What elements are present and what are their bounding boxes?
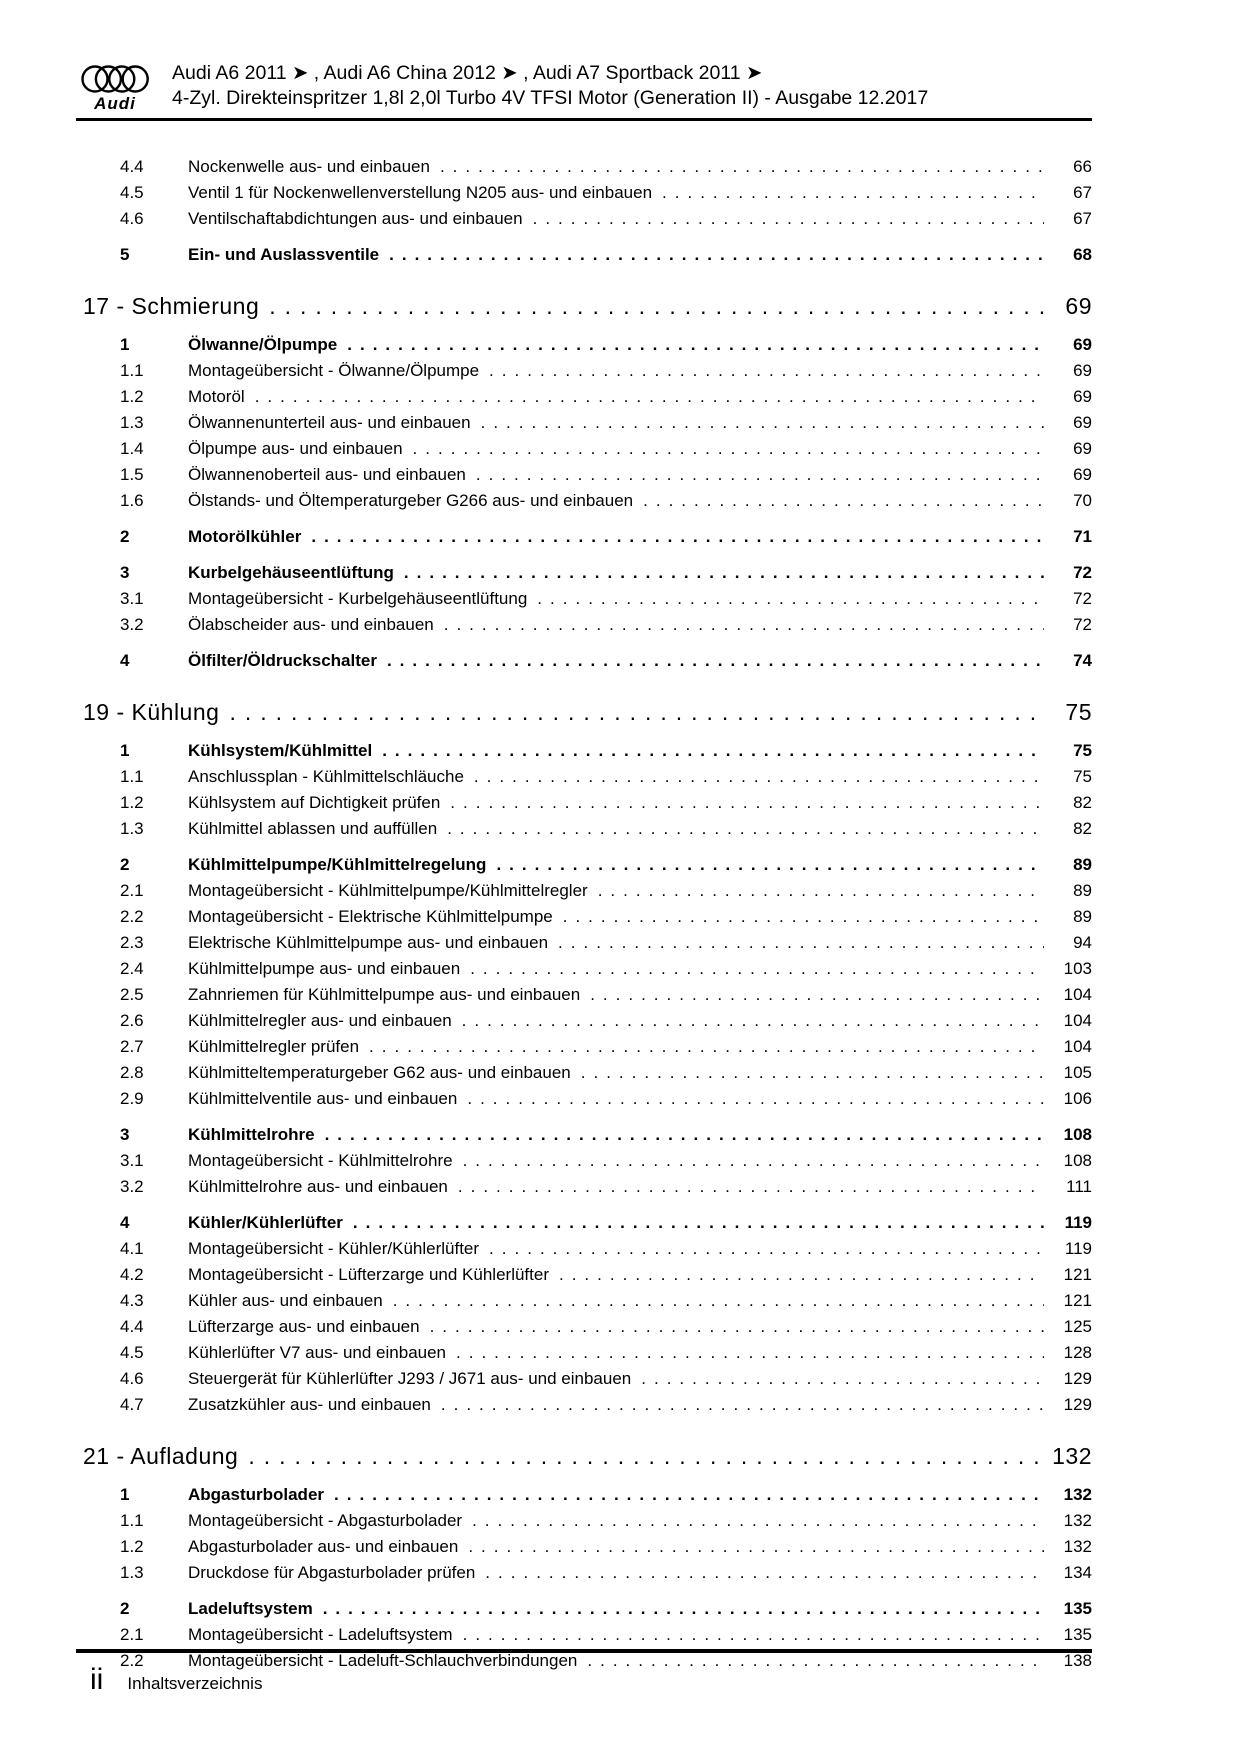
toc-entry-number: 1.2 [120, 387, 144, 406]
toc-entry-number: 4.3 [120, 1291, 144, 1310]
toc-entry-number: 4.6 [120, 209, 144, 228]
toc-entry-number: 1.4 [120, 439, 144, 458]
toc-entry-title: Kühler/Kühlerlüfter [188, 1213, 343, 1232]
toc-entry-title: Montageübersicht - Ladeluftsystem [188, 1625, 453, 1644]
toc-entry[interactable] [76, 612, 1092, 638]
toc-entry-page: 71 [1073, 527, 1092, 546]
toc-entry[interactable] [76, 982, 1092, 1008]
toc-entry-page: 69 [1073, 361, 1092, 380]
table-of-contents [76, 121, 1092, 1674]
toc-entry-number: 2.1 [120, 1625, 144, 1644]
dot-leader [369, 1034, 1044, 1060]
toc-entry-title: Kühlmittelrohre aus- und einbauen [188, 1177, 448, 1196]
toc-entry-page: 134 [1063, 1563, 1092, 1582]
toc-entry-title: Montageübersicht - Ölwanne/Ölpumpe [188, 361, 480, 380]
toc-entry-number: 1.1 [120, 361, 144, 380]
dot-leader [476, 462, 1044, 488]
toc-entry-page: 75 [1065, 699, 1092, 725]
dot-leader [255, 384, 1044, 410]
toc-entry-number: 4.2 [120, 1265, 144, 1284]
toc-entry-number: 2.4 [120, 959, 144, 978]
toc-entry-number: 1.2 [120, 793, 144, 812]
toc-entry-number: 3.2 [120, 1177, 144, 1196]
toc-entry-number: 2.1 [120, 881, 144, 900]
dot-leader [311, 524, 1044, 550]
toc-entry-number: 4.5 [120, 1343, 144, 1362]
toc-entry-number: 3.2 [120, 615, 144, 634]
toc-entry-title: Kühlerlüfter V7 aus- und einbauen [188, 1343, 447, 1362]
toc-entry-title: Abgasturbolader [188, 1485, 325, 1504]
dot-leader [382, 738, 1044, 764]
toc-entry[interactable] [76, 332, 1092, 358]
toc-entry-page: 108 [1063, 1125, 1092, 1144]
toc-entry-title: Ladeluftsystem [188, 1599, 313, 1618]
toc-entry[interactable] [76, 696, 1092, 728]
toc-entry-page: 125 [1063, 1317, 1092, 1336]
dot-leader [496, 852, 1044, 878]
toc-entry[interactable] [76, 1366, 1092, 1392]
toc-entry-title: Montageübersicht - Kühlmittelpumpe/Kühlmittelregler [188, 881, 588, 900]
toc-entry-title: Kühlmittelrohre [188, 1125, 315, 1144]
toc-entry-number: 1.3 [120, 819, 144, 838]
toc-entry[interactable] [76, 180, 1092, 206]
toc-entry-number: 2 [120, 527, 130, 546]
toc-entry-number: 4 [120, 651, 130, 670]
toc-entry-title: Ölabscheider aus- und einbauen [188, 615, 434, 634]
toc-entry-page: 121 [1063, 1291, 1092, 1310]
page-header [76, 60, 1092, 114]
toc-entry-title: Ölwanne/Ölpumpe [188, 335, 338, 354]
toc-entry-title: Kühlsystem auf Dichtigkeit prüfen [188, 793, 441, 812]
dot-leader [393, 1288, 1044, 1314]
toc-entry-number: 1.2 [120, 1537, 144, 1556]
toc-entry[interactable] [76, 764, 1092, 790]
toc-entry-number: 1 [120, 1485, 130, 1504]
toc-entry[interactable] [76, 1534, 1092, 1560]
toc-entry-page: 72 [1073, 589, 1092, 608]
toc-entry-title: Ölwannenoberteil aus- und einbauen [188, 465, 466, 484]
toc-entry[interactable] [76, 1482, 1092, 1508]
footer-section-label: Inhaltsverzeichnis [127, 1674, 263, 1693]
toc-entry[interactable] [76, 1148, 1092, 1174]
toc-entry-page: 67 [1073, 209, 1092, 228]
toc-entry-title: Druckdose für Abgasturbolader prüfen [188, 1563, 476, 1582]
toc-entry[interactable] [76, 1440, 1092, 1472]
header-title-block [172, 60, 928, 111]
toc-entry-page: 103 [1063, 959, 1092, 978]
toc-entry-page: 69 [1073, 439, 1092, 458]
toc-entry-page: 69 [1073, 465, 1092, 484]
toc-entry[interactable] [76, 1060, 1092, 1086]
toc-entry-title: Kühlmitteltemperaturgeber G62 aus- und einbauen [188, 1063, 571, 1082]
toc-entry[interactable] [76, 488, 1092, 514]
toc-entry-title: Motoröl [188, 387, 245, 406]
toc-entry-page: 82 [1073, 819, 1092, 838]
toc-entry-number: 1.3 [120, 413, 144, 432]
toc-entry[interactable] [76, 956, 1092, 982]
dot-leader [447, 816, 1044, 842]
toc-entry-page: 82 [1073, 793, 1092, 812]
toc-entry-page: 69 [1073, 413, 1092, 432]
toc-entry-number: 4.1 [120, 1239, 144, 1258]
toc-entry-page: 68 [1073, 245, 1092, 264]
toc-entry[interactable] [76, 1288, 1092, 1314]
toc-entry-number: 2 [120, 855, 130, 874]
dot-leader [563, 904, 1044, 930]
dot-leader [347, 332, 1044, 358]
toc-entry[interactable] [76, 384, 1092, 410]
toc-entry-title: Ölwannenunterteil aus- und einbauen [188, 413, 471, 432]
dot-leader [470, 956, 1044, 982]
page-footer [76, 1649, 1092, 1695]
toc-entry[interactable] [76, 1122, 1092, 1148]
toc-entry-number: 3.1 [120, 1151, 144, 1170]
toc-entry[interactable] [76, 1392, 1092, 1418]
toc-entry-number: 3.1 [120, 589, 144, 608]
toc-entry[interactable] [76, 242, 1092, 268]
toc-entry-number: 2.3 [120, 933, 144, 952]
dot-leader [444, 612, 1044, 638]
toc-entry-number: 2.9 [120, 1089, 144, 1108]
toc-entry[interactable] [76, 852, 1092, 878]
dot-leader [537, 586, 1044, 612]
dot-leader [430, 1314, 1044, 1340]
toc-entry-title: Kühlmittelpumpe/Kühlmittelregelung [188, 855, 487, 874]
dot-leader [387, 648, 1044, 674]
toc-entry-number: 4.6 [120, 1369, 144, 1388]
toc-entry[interactable] [76, 1508, 1092, 1534]
toc-entry-title: Ventilschaftabdichtungen aus- und einbauen [188, 209, 523, 228]
toc-entry-page: 89 [1073, 881, 1092, 900]
toc-entry-number: 1.6 [120, 491, 144, 510]
toc-entry-page: 74 [1073, 651, 1092, 670]
dot-leader [467, 1086, 1044, 1112]
toc-entry-number: 1.1 [120, 1511, 144, 1530]
dot-leader [643, 488, 1044, 514]
dot-leader [481, 410, 1044, 436]
dot-leader [590, 982, 1044, 1008]
toc-entry-page: 132 [1052, 1443, 1092, 1469]
toc-entry-title: Ventil 1 für Nockenwellenverstellung N205 aus- und einbauen [188, 183, 653, 202]
audi-logo [76, 60, 154, 114]
toc-entry-page: 72 [1073, 615, 1092, 634]
toc-entry[interactable] [76, 1262, 1092, 1288]
toc-entry-title: Ölstands- und Öltemperaturgeber G266 aus- und einbauen [188, 491, 634, 510]
audi-rings-icon [81, 64, 149, 94]
toc-entry[interactable] [76, 1034, 1092, 1060]
toc-entry-title: Montageübersicht - Kühlmittelrohre [188, 1151, 453, 1170]
toc-entry-number: 1 [120, 335, 130, 354]
toc-entry-title: Ölfilter/Öldruckschalter [188, 651, 377, 670]
toc-entry-title: 17 - Schmierung [83, 293, 260, 319]
toc-entry-number: 2.5 [120, 985, 144, 1004]
toc-entry-page: 138 [1063, 1651, 1092, 1670]
toc-entry-page: 119 [1064, 1213, 1092, 1232]
toc-entry[interactable] [76, 586, 1092, 612]
toc-entry-title: Ölpumpe aus- und einbauen [188, 439, 403, 458]
toc-entry-page: 69 [1065, 293, 1092, 319]
toc-entry[interactable] [76, 878, 1092, 904]
toc-entry-page: 121 [1063, 1265, 1092, 1284]
toc-entry-number: 1 [120, 741, 130, 760]
toc-entry[interactable] [76, 1086, 1092, 1112]
toc-entry-number: 4.5 [120, 183, 144, 202]
audi-wordmark: Audi [94, 94, 136, 113]
dot-leader [598, 878, 1044, 904]
toc-entry-page: 128 [1063, 1343, 1092, 1362]
toc-entry-title: Montageübersicht - Lüfterzarge und Kühlerlüfter [188, 1265, 549, 1284]
toc-entry-title: Kühlmittel ablassen und auffüllen [188, 819, 438, 838]
toc-entry-page: 89 [1073, 907, 1092, 926]
dot-leader [641, 1366, 1044, 1392]
toc-entry-title: Kühler aus- und einbauen [188, 1291, 383, 1310]
toc-entry-number: 3 [120, 1125, 130, 1144]
toc-entry[interactable] [76, 1314, 1092, 1340]
toc-entry-title: Kühlsystem/Kühlmittel [188, 741, 373, 760]
toc-entry[interactable] [76, 462, 1092, 488]
toc-entry-number: 2.2 [120, 1651, 144, 1670]
toc-entry-title: Abgasturbolader aus- und einbauen [188, 1537, 459, 1556]
toc-entry-number: 2 [120, 1599, 130, 1618]
toc-entry-page: 69 [1073, 335, 1092, 354]
toc-entry-title: Anschlussplan - Kühlmittelschläuche [188, 767, 464, 786]
dot-leader [458, 1174, 1044, 1200]
dot-leader [441, 1392, 1044, 1418]
footer-page-number: ii [90, 1663, 104, 1696]
toc-entry-title: Montageübersicht - Abgasturbolader [188, 1511, 463, 1530]
dot-leader [462, 1008, 1044, 1034]
toc-entry-number: 5 [120, 245, 130, 264]
dot-leader [389, 242, 1044, 268]
toc-entry-title: Kühlmittelventile aus- und einbauen [188, 1089, 458, 1108]
toc-entry-number: 4.4 [120, 157, 144, 176]
toc-entry[interactable] [76, 1210, 1092, 1236]
toc-entry[interactable] [76, 816, 1092, 842]
toc-entry-title: Montageübersicht - Kurbelgehäuseentlüftung [188, 589, 528, 608]
dot-leader [533, 206, 1044, 232]
toc-entry-title: Montageübersicht - Elektrische Kühlmittelpumpe [188, 907, 553, 926]
toc-entry[interactable] [76, 790, 1092, 816]
toc-entry-page: 135 [1063, 1599, 1092, 1618]
toc-entry-title: Nockenwelle aus- und einbauen [188, 157, 430, 176]
dot-leader [248, 1440, 1044, 1472]
toc-entry-title: Ein- und Auslassventile [188, 245, 380, 264]
toc-entry[interactable] [76, 560, 1092, 586]
toc-entry-page: 108 [1063, 1151, 1092, 1170]
dot-leader [489, 1236, 1044, 1262]
toc-entry-title: Lüfterzarge aus- und einbauen [188, 1317, 420, 1336]
toc-entry[interactable] [76, 524, 1092, 550]
toc-entry-page: 75 [1073, 767, 1092, 786]
toc-entry[interactable] [76, 1622, 1092, 1648]
toc-entry-title: Elektrische Kühlmittelpumpe aus- und einbauen [188, 933, 549, 952]
dot-leader [472, 1508, 1044, 1534]
toc-entry[interactable] [76, 290, 1092, 322]
toc-entry-number: 1.1 [120, 767, 144, 786]
toc-entry-title: Kühlmittelregler prüfen [188, 1037, 360, 1056]
toc-entry-title: Montageübersicht - Ladeluft-Schlauchverbindungen [188, 1651, 578, 1670]
toc-entry-page: 94 [1073, 933, 1092, 952]
dot-leader [323, 1596, 1044, 1622]
toc-entry[interactable] [76, 358, 1092, 384]
toc-entry-title: Zusatzkühler aus- und einbauen [188, 1395, 431, 1414]
toc-entry[interactable] [76, 648, 1092, 674]
toc-entry-page: 129 [1063, 1369, 1092, 1388]
toc-entry-page: 104 [1063, 1037, 1092, 1056]
toc-entry-page: 132 [1063, 1511, 1092, 1530]
toc-entry-title: Kühlmittelpumpe aus- und einbauen [188, 959, 461, 978]
dot-leader [463, 1622, 1044, 1648]
header-vehicle-line: Audi A6 2011 ➤ , Audi A6 China 2012 ➤ , Audi A7 Sportback 2011 ➤ [172, 62, 763, 84]
toc-entry-number: 4.7 [120, 1395, 144, 1414]
toc-entry-page: 119 [1064, 1239, 1092, 1258]
dot-leader [662, 180, 1044, 206]
toc-entry-title: Montageübersicht - Kühler/Kühlerlüfter [188, 1239, 480, 1258]
toc-entry[interactable] [76, 1560, 1092, 1586]
dot-leader [485, 1560, 1044, 1586]
toc-entry-page: 66 [1073, 157, 1092, 176]
toc-entry[interactable] [76, 410, 1092, 436]
dot-leader [489, 358, 1044, 384]
toc-entry-page: 132 [1063, 1485, 1092, 1504]
toc-entry-number: 4 [120, 1213, 130, 1232]
toc-entry[interactable] [76, 1236, 1092, 1262]
toc-entry-title: Motorölkühler [188, 527, 302, 546]
dot-leader [581, 1060, 1044, 1086]
toc-entry[interactable] [76, 1174, 1092, 1200]
toc-entry[interactable] [76, 904, 1092, 930]
dot-leader [463, 1148, 1044, 1174]
toc-entry-title: Kurbelgehäuseentlüftung [188, 563, 394, 582]
dot-leader [456, 1340, 1044, 1366]
header-manual-title: 4-Zyl. Direkteinspritzer 1,8l 2,0l Turbo 4V TFSI Motor (Generation II) - Ausgabe 12.2017 [172, 87, 929, 109]
toc-entry[interactable] [76, 154, 1092, 180]
dot-leader [269, 290, 1044, 322]
toc-entry-number: 1.3 [120, 1563, 144, 1582]
dot-leader [334, 1482, 1044, 1508]
dot-leader [440, 154, 1044, 180]
dot-leader [413, 436, 1044, 462]
dot-leader [558, 930, 1044, 956]
toc-entry-page: 132 [1063, 1537, 1092, 1556]
toc-entry-title: 21 - Aufladung [83, 1443, 239, 1469]
toc-entry-number: 2.2 [120, 907, 144, 926]
dot-leader [325, 1122, 1044, 1148]
toc-entry-number: 3 [120, 563, 130, 582]
toc-entry-page: 72 [1073, 563, 1092, 582]
toc-entry-number: 2.8 [120, 1063, 144, 1082]
toc-entry[interactable] [76, 1596, 1092, 1622]
toc-entry-number: 1.5 [120, 465, 144, 484]
toc-entry-title: 19 - Kühlung [83, 699, 220, 725]
toc-entry-page: 135 [1063, 1625, 1092, 1644]
toc-entry-title: Steuergerät für Kühlerlüfter J293 / J671 aus- und einbauen [188, 1369, 632, 1388]
toc-entry-number: 4.4 [120, 1317, 144, 1336]
toc-entry[interactable] [76, 738, 1092, 764]
toc-entry-title: Zahnriemen für Kühlmittelpumpe aus- und einbauen [188, 985, 581, 1004]
toc-entry[interactable] [76, 930, 1092, 956]
toc-entry-page: 104 [1063, 985, 1092, 1004]
toc-entry-title: Kühlmittelregler aus- und einbauen [188, 1011, 452, 1030]
dot-leader [474, 764, 1044, 790]
dot-leader [229, 696, 1044, 728]
dot-leader [353, 1210, 1044, 1236]
toc-entry-page: 75 [1073, 741, 1092, 760]
toc-entry-page: 104 [1063, 1011, 1092, 1030]
toc-entry[interactable] [76, 436, 1092, 462]
toc-entry-page: 69 [1073, 387, 1092, 406]
toc-entry-page: 105 [1063, 1063, 1092, 1082]
toc-entry-number: 2.7 [120, 1037, 144, 1056]
toc-entry-page: 129 [1063, 1395, 1092, 1414]
toc-entry[interactable] [76, 1008, 1092, 1034]
toc-entry[interactable] [76, 206, 1092, 232]
toc-entry-page: 89 [1073, 855, 1092, 874]
dot-leader [468, 1534, 1044, 1560]
dot-leader [450, 790, 1044, 816]
toc-entry[interactable] [76, 1340, 1092, 1366]
dot-leader [404, 560, 1044, 586]
toc-entry-page: 70 [1073, 491, 1092, 510]
toc-entry-page: 111 [1066, 1177, 1092, 1196]
toc-entry-number: 2.6 [120, 1011, 144, 1030]
dot-leader [559, 1262, 1044, 1288]
toc-entry-page: 106 [1063, 1089, 1092, 1108]
toc-entry-page: 67 [1073, 183, 1092, 202]
